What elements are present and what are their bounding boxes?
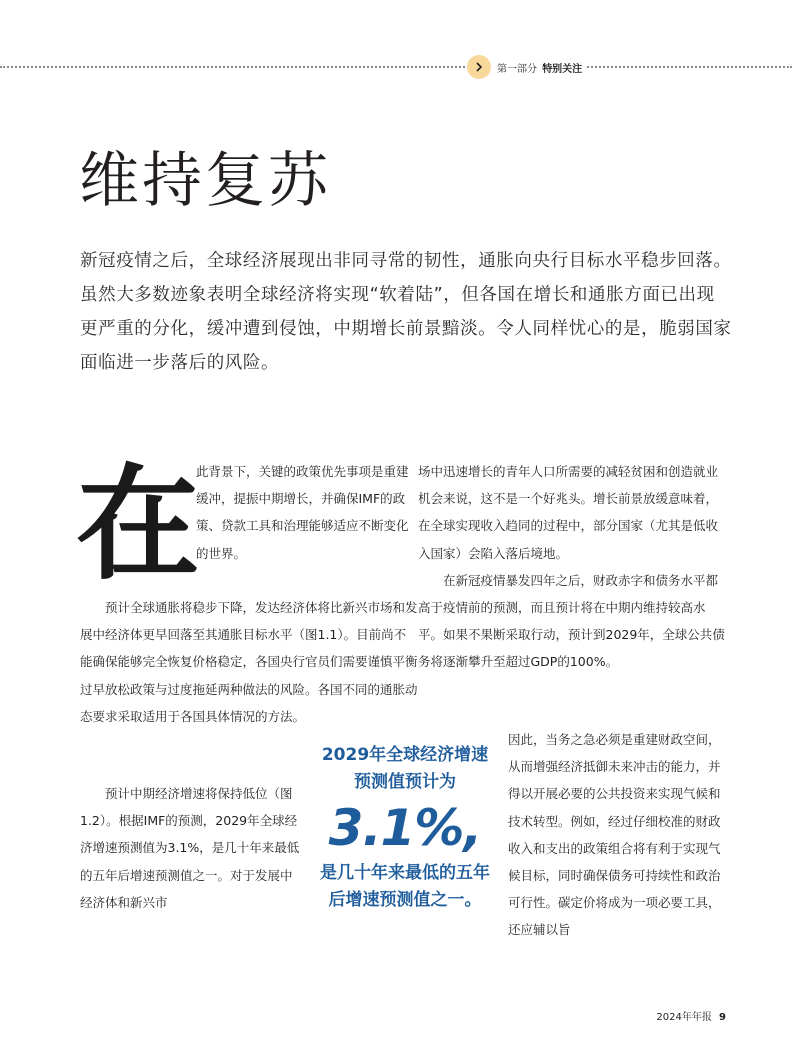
page-title: 维持复苏 (79, 146, 331, 216)
paragraph-text: 预计全球通胀将稳步下降，发达经济体将比新兴市场和发展中经济体更早回落至其通胀目标水平（图1.1）。目前尚不能确保能够完全恢复价格稳定，各国央行官员们需要谨慎平衡过早放松政策与过度拖延两种做法的风险。各国不同的通胀动态要求采取适用于各国具体情况的方法。 (80, 600, 418, 724)
body-paragraph-3 (80, 780, 302, 916)
section-number: 第一部分 (497, 63, 537, 75)
pull-quote-top: 2029年全球经济增速预测值预计为 (321, 745, 489, 792)
page-number: 9 (719, 1012, 726, 1023)
body-paragraph-1 (196, 458, 418, 567)
paragraph-text: 场中迅速增长的青年人口所需要的减轻贫困和创造就业机会来说，这不是一个好兆头。增长前景放缓意味着，在全球实现收入趋同的过程中，部分国家（尤其是低收入国家）会陷入落后境地。 (418, 464, 719, 561)
body-paragraph-6 (508, 726, 726, 944)
paragraph-text: 在新冠疫情暴发四年之后，财政赤字和债务水平都高于疫情前的预测，而且预计将在中期内维持较高水平。如果不果断采取行动，预计到2029年，全球公共债务将逐渐攀升至超过GDP的100%。 (418, 572, 725, 670)
lead-paragraph: 新冠疫情之后，全球经济展现出非同寻常的韧性，通胀向央行目标水平稳步回落。虽然大多数迹象表明全球经济将实现“软着陆”，但各国在增长和通胀方面已出现更严重的分化，缓冲遭到侵蚀，中期增长前景黯淡。令人同样忧心的是，脆弱国家面临进一步落后的风险。 (80, 251, 732, 373)
section-tag (465, 54, 586, 80)
paragraph-text: 预计中期经济增速将保持低位（图1.2）。根据IMF的预测，2029年全球经济增速预测值为3.1%，是几十年来最低的五年后增速预测值之一。对于发展中经济体和新兴市 (80, 786, 300, 910)
body-paragraph-2 (80, 594, 418, 730)
drop-cap: 在 (76, 453, 201, 597)
pull-quote-bottom: 是几十年来最低的五年后增速预测值之一。 (320, 863, 490, 910)
paragraph-text: 此背景下，关键的政策优先事项是重建缓冲，提振中期增长，并确保IMF的政策、贷款工具和治理能够适应不断变化的世界。 (196, 464, 409, 561)
chevron-right-icon (467, 55, 491, 79)
body-column-right (418, 458, 726, 676)
publication-name: 2024年年报 (656, 1012, 712, 1023)
section-title: 特别关注 (542, 63, 583, 75)
page-footer (656, 1008, 726, 1023)
section-label (497, 60, 582, 75)
pull-quote (314, 742, 496, 914)
header-dotted-rule (0, 66, 792, 68)
paragraph-text: 因此，当务之急必须是重建财政空间，从而增强经济抵御未来冲击的能力，并得以开展必要的公共投资来实现气候和技术转型。例如，经过仔细校准的财政收入和支出的政策组合将有利于实现气候目标，同时确保债务可持续性和政治可行性。碳定价将成为一项必要工具，还应辅以旨 (508, 732, 721, 938)
pull-quote-figure: 3.1%, (328, 799, 482, 857)
